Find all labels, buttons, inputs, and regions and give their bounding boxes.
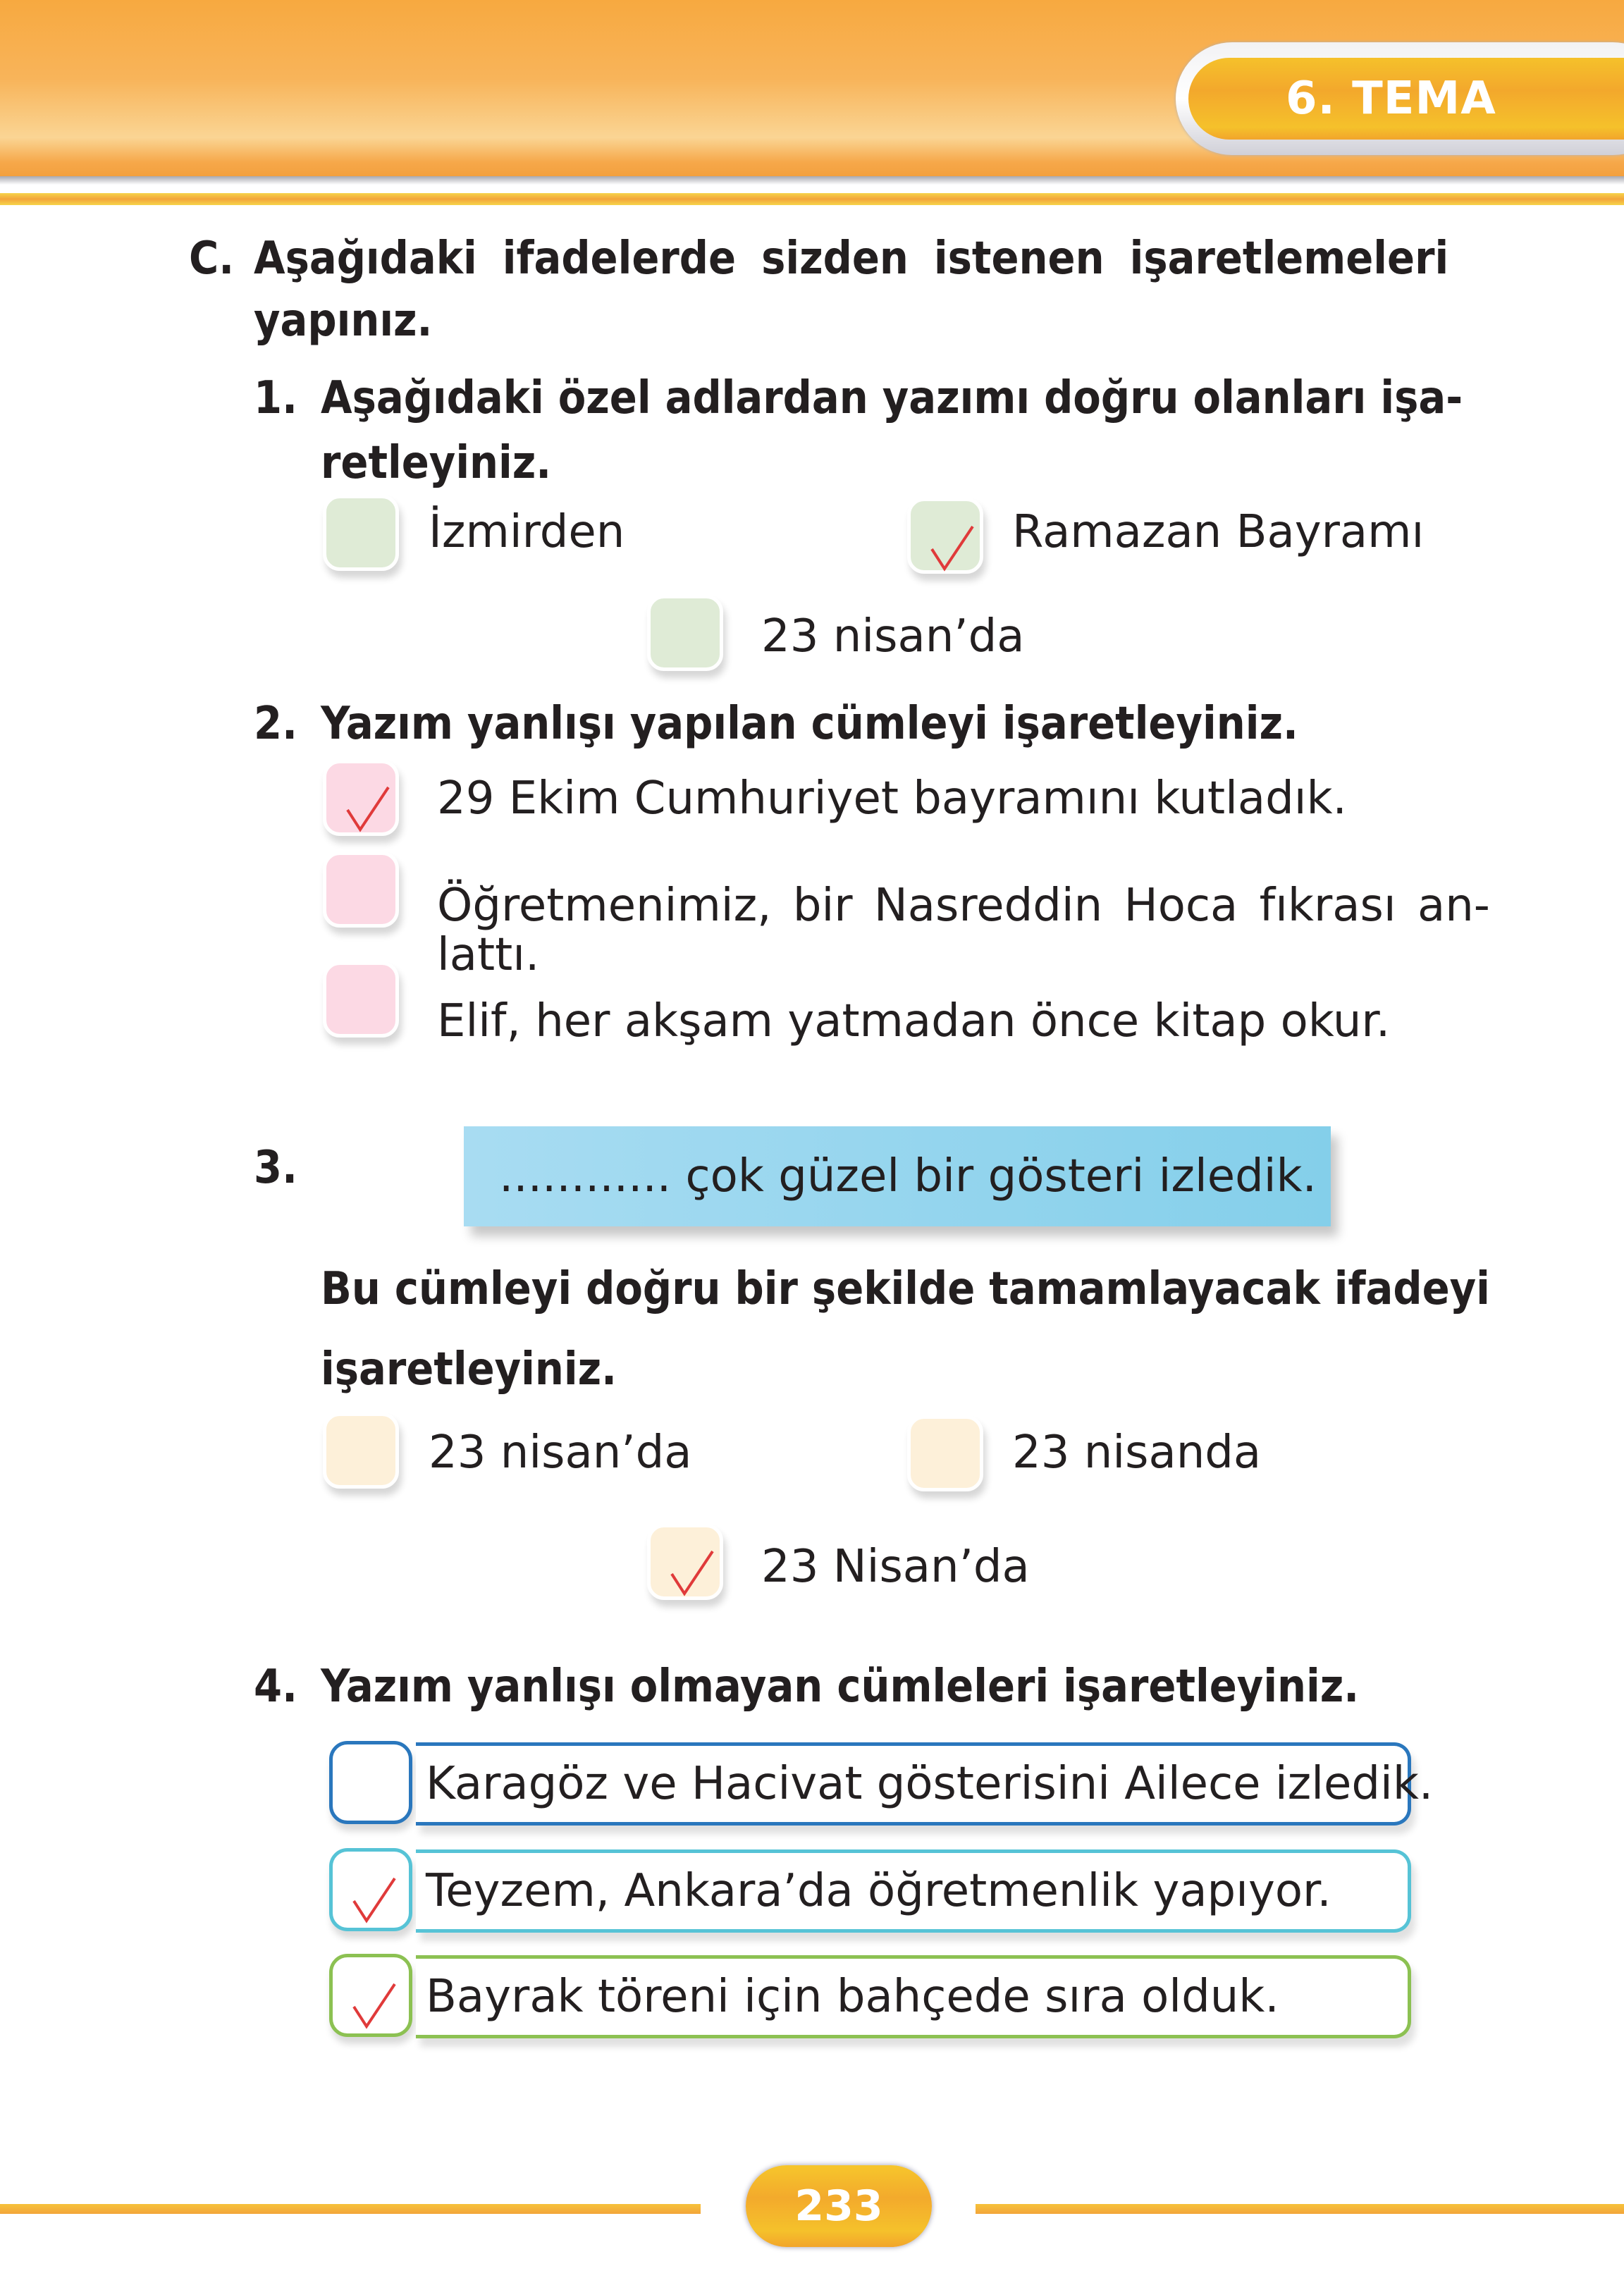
q1-number: 1. — [254, 372, 297, 424]
q3-option-2-label: 23 nisanda — [1012, 1427, 1262, 1479]
q3-prompt-cont: işaretleyiniz. — [321, 1343, 617, 1396]
q1-option-23nisanda-label: 23 nisan’da — [761, 610, 1025, 663]
q1-option-ramazan-label: Ramazan Bayramı — [1012, 506, 1425, 558]
q3-option-1-checkbox[interactable] — [323, 1412, 399, 1489]
q1-option-23nisanda-checkbox[interactable] — [647, 595, 723, 671]
q3-option-3-checkbox[interactable] — [647, 1524, 723, 1600]
q4-option-2-row — [416, 1849, 1411, 1933]
q4-option-2-label: Teyzem, Ankara’da öğretmenlik yapıyor. — [426, 1865, 1331, 1917]
q4-option-3-checkbox[interactable] — [329, 1954, 412, 2037]
footer-rule-left — [0, 2204, 701, 2214]
page-number-badge — [746, 2165, 932, 2247]
q2-number: 2. — [254, 698, 297, 750]
q2-option-1-label: 29 Ekim Cumhuriyet bayramını kutladık. — [437, 772, 1347, 825]
q2-option-2-label: Öğretmenimiz, bir Nasreddin Hoca fıkrası an- — [437, 880, 1490, 932]
header-rule — [0, 193, 1624, 205]
page-number: 233 — [794, 2181, 883, 2231]
section-instruction: Aşağıdaki ifadelerde sizden istenen işaretlemeleri — [254, 233, 1449, 285]
check-mark-icon — [348, 1981, 398, 2031]
check-mark-icon — [342, 784, 391, 834]
q2-option-2-label-cont: lattı. — [437, 929, 540, 981]
q3-prompt: Bu cümleyi doğru bir şekilde tamamlayacak ifadeyi — [321, 1263, 1490, 1315]
q3-option-3-label: 23 Nisan’da — [761, 1541, 1030, 1593]
q1-option-izmirden-checkbox[interactable] — [323, 495, 399, 571]
q2-option-3-label: Elif, her akşam yatmadan önce kitap okur. — [437, 995, 1391, 1047]
header-shadow — [0, 176, 1624, 185]
q4-prompt: Yazım yanlışı olmayan cümleleri işaretleyiniz. — [321, 1661, 1360, 1713]
q2-prompt: Yazım yanlışı yapılan cümleyi işaretleyiniz. — [321, 698, 1298, 750]
q3-option-1-label: 23 nisan’da — [429, 1427, 692, 1479]
q2-option-2-checkbox[interactable] — [323, 851, 399, 928]
q2-option-3-checkbox[interactable] — [323, 961, 399, 1038]
q1-option-izmirden-label: İzmirden — [429, 506, 625, 558]
section-letter: C. — [189, 233, 235, 285]
q1-option-ramazan-checkbox[interactable] — [907, 498, 983, 574]
check-mark-icon — [926, 522, 976, 572]
q3-number: 3. — [254, 1142, 297, 1194]
q2-option-1-checkbox[interactable] — [323, 760, 399, 836]
q4-option-1-row — [416, 1742, 1434, 1826]
q3-sentence-banner — [464, 1126, 1331, 1226]
q4-option-3-row — [416, 1955, 1411, 2038]
theme-label: 6. TEMA — [1286, 73, 1496, 125]
q4-option-2-checkbox[interactable] — [329, 1848, 412, 1931]
q4-option-3-label: Bayrak töreni için bahçede sıra olduk. — [426, 1971, 1279, 2023]
theme-badge — [1188, 58, 1624, 140]
footer-rule-right — [976, 2204, 1624, 2214]
q1-prompt-cont: retleyiniz. — [321, 437, 552, 489]
q4-option-1-checkbox[interactable] — [329, 1741, 412, 1824]
check-mark-icon — [666, 1549, 715, 1598]
q3-option-2-checkbox[interactable] — [907, 1415, 983, 1491]
q4-option-1-label: Karagöz ve Hacivat gösterisini Ailece izledik. — [426, 1758, 1434, 1810]
q1-prompt: Aşağıdaki özel adlardan yazımı doğru olanları işa- — [321, 372, 1463, 424]
section-instruction-cont: yapınız. — [254, 295, 433, 347]
q3-sentence: ............ çok güzel bir gösteri izledik. — [499, 1150, 1317, 1202]
q4-number: 4. — [254, 1661, 297, 1713]
check-mark-icon — [348, 1876, 398, 1925]
